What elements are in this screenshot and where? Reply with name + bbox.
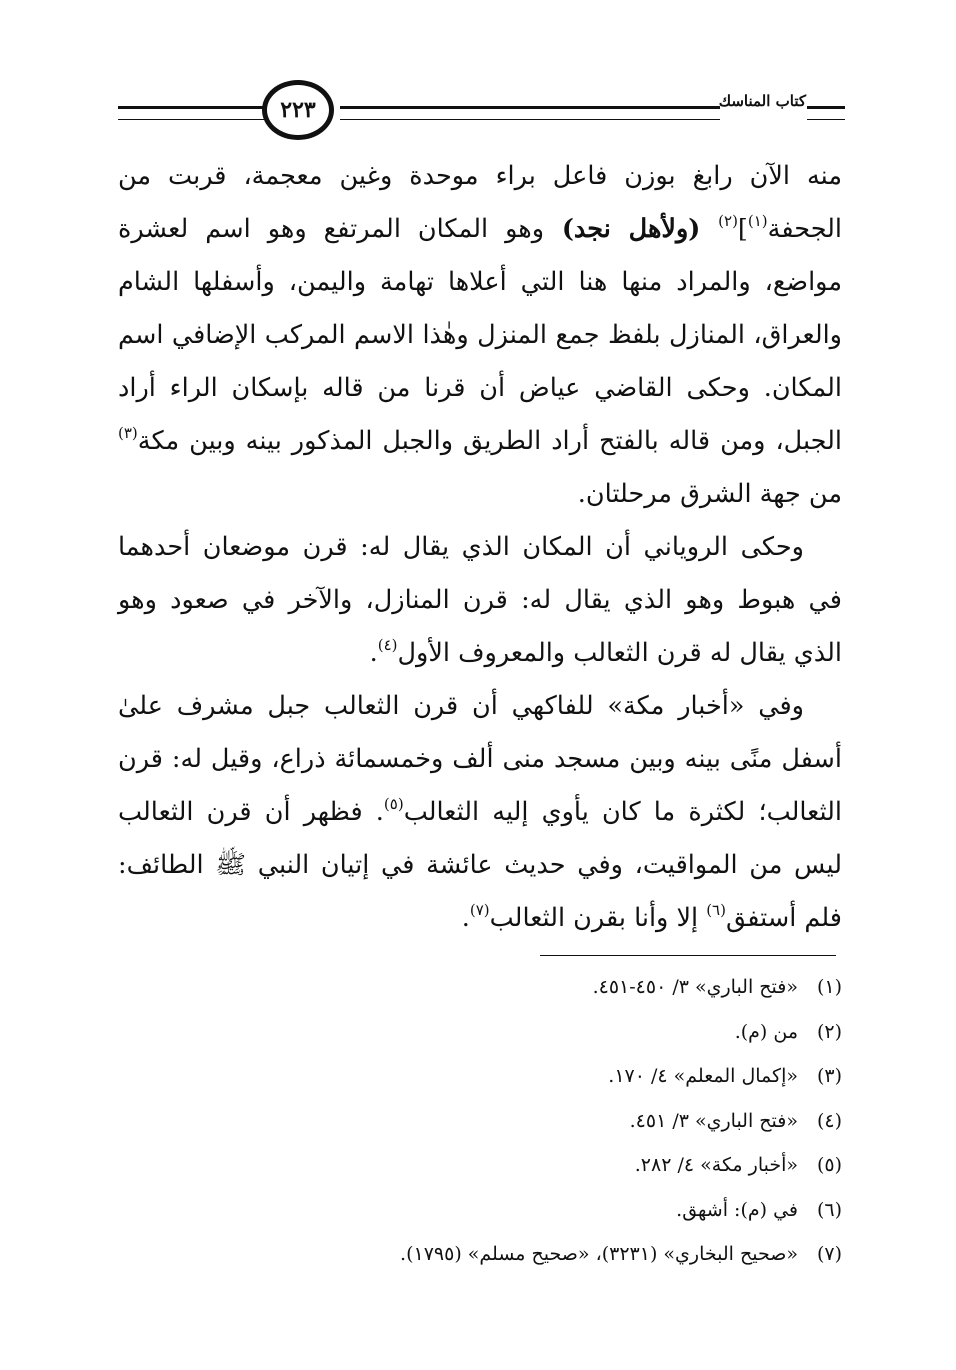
footnotes xyxy=(160,965,842,1277)
footnote-number: (٧) xyxy=(816,1243,842,1265)
header-rule-tail xyxy=(807,106,845,120)
paragraph-text: وحكى الروياني أن المكان الذي يقال له: قرن موضعان أحدهما في هبوط وهو الذي يقال له: قرن المنازل، والآخر في صعود وهو الذي يقال له قرن الثعالب والمعروف الأول xyxy=(118,532,842,668)
body-text xyxy=(118,150,842,945)
footnote-text: في (م): أشهق. xyxy=(676,1198,798,1221)
footnote-ref-6[interactable]: (٦) xyxy=(706,901,726,919)
paragraph-text: إلا وأنا بقرن الثعالب xyxy=(489,903,707,933)
page-number: ٢٢٣ xyxy=(262,80,334,140)
footnote-ref-1[interactable]: (١) xyxy=(747,212,768,230)
footnote-text: من (م). xyxy=(734,1020,798,1043)
footnote-item xyxy=(160,1099,842,1144)
header-rule-left xyxy=(118,106,268,120)
footnote-text: «أخبار مكة» ٤/ ٢٨٢. xyxy=(634,1154,798,1176)
footnote-item xyxy=(160,1054,842,1099)
footnote-number: (٦) xyxy=(816,1198,842,1221)
paragraph-text: وهو المكان المرتفع وهو اسم لعشرة مواضع، والمراد منها هنا التي أعلاها تهامة واليمن، وأسفلها الشام والعراق، المنازل بلفظ جمع المنزل وهٰذا الاسم المركب الإضافي اسم المكان. وحكى القاضي عياض أن قرنا من قاله بإسكان الراء أراد الجبل، ومن قاله بالفتح أراد الطريق والجبل المذكور بينه وبين مكة xyxy=(118,214,842,456)
footnote-number: (٢) xyxy=(816,1020,842,1043)
footnote-number: (٤) xyxy=(816,1109,842,1132)
paragraph-text: . xyxy=(461,903,470,933)
footnote-separator xyxy=(540,955,836,956)
footnote-ref-2[interactable]: (٢) xyxy=(718,212,738,230)
bold-phrase: (ولأهل نجد) xyxy=(544,214,719,244)
paragraph-1 xyxy=(118,150,842,521)
paragraph-text: منه الآن رابغ بوزن فاعل براء موحدة وغين معجمة، قربت من الجحفة xyxy=(118,161,843,244)
footnote-ref-5[interactable]: (٥) xyxy=(383,795,404,813)
paragraph-3 xyxy=(118,680,842,945)
footnote-item xyxy=(160,1232,842,1277)
page-header xyxy=(112,78,852,148)
footnote-text: «فتح الباري» ٣/ ٤٥٠-٤٥١. xyxy=(592,976,798,998)
paragraph-text: وفي «أخبار مكة» للفاكهي أن قرن الثعالب جبل مشرف علىٰ أسفل منًى بينه وبين مسجد منى ألف وخمسمائة ذراع، وقيل له: قرن الثعالب؛ لكثرة ما كان يأوي إليه الثعالب xyxy=(118,691,843,827)
footnote-item xyxy=(160,1188,842,1233)
footnote-item xyxy=(160,1010,842,1055)
footnote-ref-4[interactable]: (٤) xyxy=(377,636,398,654)
footnote-item xyxy=(160,1143,842,1188)
header-rule-right xyxy=(340,106,720,120)
footnote-text: «إكمال المعلم» ٤/ ١٧٠. xyxy=(608,1065,798,1087)
paragraph-text: . فظهر أن قرن الثعالب ليس من المواقيت، وفي حديث عائشة في إتيان النبي ﷺ الطائف: فلم أستفق xyxy=(118,797,842,933)
footnote-item xyxy=(160,965,842,1010)
bracket: ] xyxy=(737,214,748,244)
footnote-number: (١) xyxy=(816,976,842,998)
running-title: كتاب المناسك xyxy=(718,92,806,110)
footnote-ref-3[interactable]: (٣) xyxy=(118,424,138,442)
paragraph-2 xyxy=(118,521,842,680)
footnote-text: «صحيح البخاري» (٣٢٣١)، «صحيح مسلم» (١٧٩٥). xyxy=(400,1243,798,1265)
footnote-text: «فتح الباري» ٣/ ٤٥١. xyxy=(629,1109,798,1132)
footnote-number: (٥) xyxy=(816,1154,842,1176)
footnote-ref-7[interactable]: (٧) xyxy=(469,901,490,919)
footnote-number: (٣) xyxy=(816,1065,842,1087)
paragraph-text: من جهة الشرق مرحلتان. xyxy=(577,479,842,509)
paragraph-text: . xyxy=(369,638,378,668)
